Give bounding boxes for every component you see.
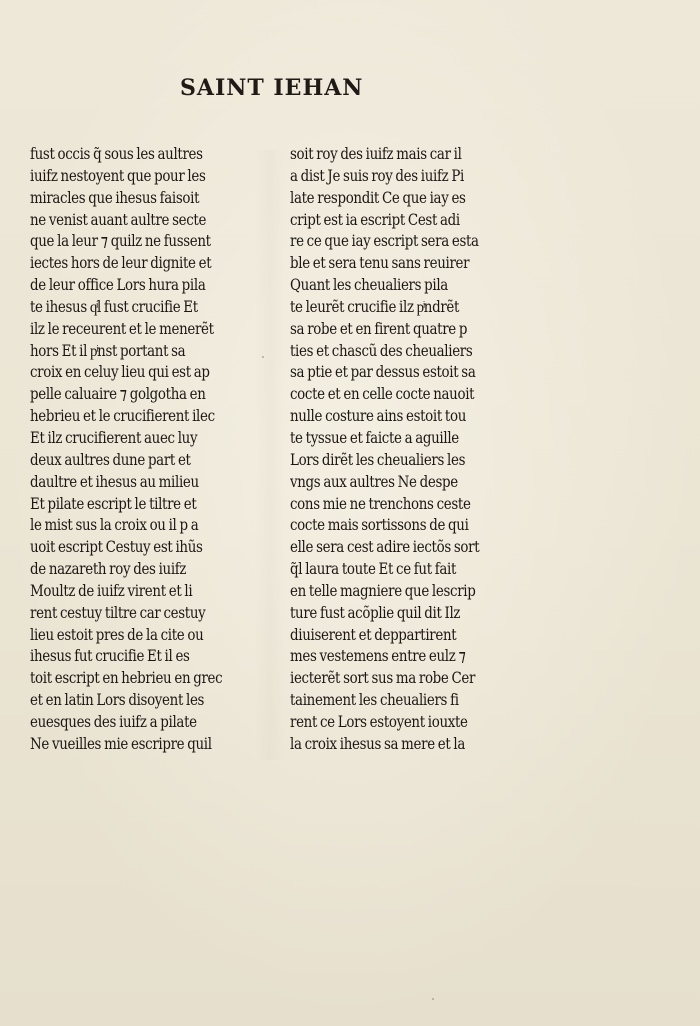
gutter-shadow	[255, 150, 285, 760]
text-line: diuiserent et deppartirent	[290, 624, 457, 644]
text-line: Ne vueilles mie escripre quil	[30, 733, 212, 753]
text-line: croix en celuy lieu qui est ap	[30, 362, 210, 382]
text-line: elle sera cest adire iectõs sort	[290, 537, 480, 557]
text-line: sa robe et en firent quatre p	[290, 318, 468, 338]
text-line: pelle caluaire ⁊ golgotha en	[30, 384, 206, 404]
text-line: ties et chascũ des cheualiers	[290, 340, 473, 360]
text-line: cocte mais sortissons de qui	[290, 515, 469, 535]
text-line: et en latin Lors disoyent les	[30, 690, 205, 710]
text-line: sa ptie et par dessus estoit sa	[290, 362, 476, 382]
text-line: uoit escript Cestuy est ihũs	[30, 537, 203, 557]
text-line: te leurẽt crucifie ilz pͥndrẽt	[290, 296, 460, 316]
text-line: euesques des iuifz a pilate	[30, 711, 197, 731]
text-line: Et ilz crucifierent auec luy	[30, 427, 198, 447]
text-line: ne venist auant aultre secte	[30, 209, 207, 229]
text-line: que la leur ⁊ quilz ne fussent	[30, 231, 211, 251]
text-line: Et pilate escript le tiltre et	[30, 493, 197, 513]
text-line: ihesus fut crucifie Et il es	[30, 646, 190, 666]
text-line: en telle magniere que lescrip	[290, 580, 476, 600]
text-line: iecterẽt sort sus ma robe Cer	[290, 668, 476, 688]
text-line: vngs aux aultres Ne despe	[290, 471, 458, 491]
text-line: daultre et ihesus au milieu	[30, 471, 199, 491]
text-line: cons mie ne trenchons ceste	[290, 493, 471, 513]
text-line: de nazareth roy des iuifz	[30, 559, 187, 579]
text-line: de leur office Lors hura pila	[30, 275, 206, 295]
text-line: iuifz nestoyent que pour les	[30, 165, 206, 185]
paper-speck	[262, 356, 264, 358]
text-line: q̃l laura toute Et ce fut fait	[290, 559, 457, 579]
text-line: le mist sus la croix ou il p a	[30, 515, 199, 535]
text-line: te tyssue et faicte a aguille	[290, 427, 459, 447]
text-line: iectes hors de leur dignite et	[30, 253, 212, 273]
text-line: miracles que ihesus faisoit	[30, 187, 200, 207]
text-line: mes vestemens entre eulz ⁊	[290, 646, 466, 666]
text-line: deux aultres dune part et	[30, 449, 191, 469]
text-line: rent ce Lors estoyent iouxte	[290, 711, 468, 731]
text-line: ble et sera tenu sans reuirer	[290, 253, 470, 273]
text-line: Lors dirẽt les cheualiers les	[290, 449, 466, 469]
text-line: hors Et il pͥnst portant sa	[30, 340, 186, 360]
text-line: toit escript en hebrieu en grec	[30, 668, 223, 688]
text-line: soit roy des iuifz mais car il	[290, 144, 462, 163]
text-line: ture fust acõplie quil dit Ilz	[290, 602, 461, 622]
text-line: tainement les cheualiers fi	[290, 690, 459, 710]
text-line: fust occis q̃ sous les aultres	[30, 144, 203, 163]
text-column-left	[30, 143, 255, 755]
text-line: te ihesus qͥl fust crucifie Et	[30, 296, 198, 316]
text-line: lieu estoit pres de la cite ou	[30, 624, 204, 644]
text-line: ilz le receurent et le menerẽt	[30, 318, 214, 338]
text-line: late respondit Ce que iay es	[290, 187, 466, 207]
text-line: cocte et en celle cocte nauoit	[290, 384, 475, 404]
text-line: rent cestuy tiltre car cestuy	[30, 602, 206, 622]
text-line: hebrieu et le crucifierent ilec	[30, 406, 215, 426]
text-column-right	[290, 143, 520, 755]
text-line: a dist Je suis roy des iuifz Pi	[290, 165, 464, 185]
text-line: re ce que iay escript sera esta	[290, 231, 479, 251]
text-line: la croix ihesus sa mere et la	[290, 733, 466, 753]
text-line: cript est ia escript Cest adi	[290, 209, 460, 229]
text-line: Moultz de iuifz virent et li	[30, 580, 193, 600]
running-head: SAINT IEHAN	[180, 75, 364, 101]
paper-speck	[432, 998, 434, 1000]
text-line: nulle costure ains estoit tou	[290, 406, 467, 426]
text-line: Quant les cheualiers pila	[290, 275, 448, 295]
